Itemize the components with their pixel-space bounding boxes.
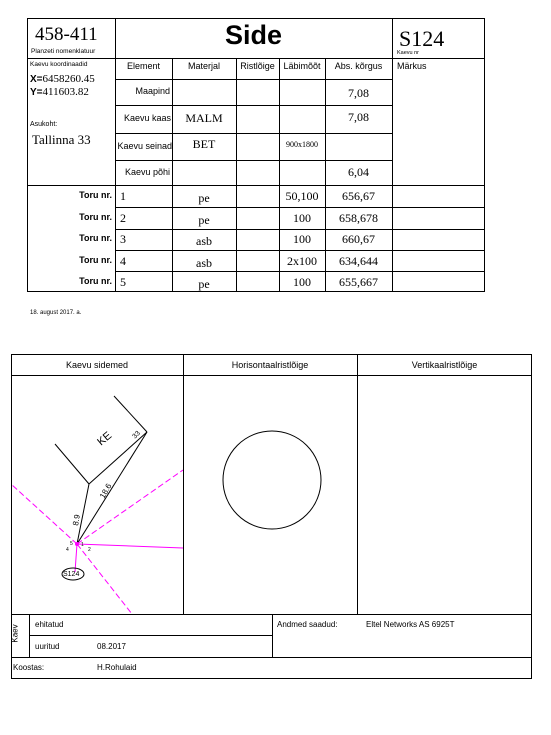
row-element: Kaevu seinad — [117, 141, 172, 151]
pipe-label: Toru nr. — [79, 190, 112, 200]
pipe-height: 655,667 — [339, 275, 378, 289]
pipe-diameter: 50,100 — [285, 189, 319, 203]
footer-compiled-label: Koostas: — [13, 663, 45, 672]
row-material: MALM — [185, 111, 223, 125]
coord-y-value: 411603.82 — [42, 86, 89, 98]
footer-compiled-value: H.Rohulaid — [97, 663, 137, 672]
label-n4: 4 — [66, 547, 69, 553]
row-height: 7,08 — [348, 110, 369, 124]
rule — [115, 18, 116, 292]
rule — [392, 18, 393, 292]
header-height: Abs. kõrgus — [334, 61, 383, 71]
label-33: 33 — [131, 429, 142, 441]
panel-title-right: Vertikaalristlõige — [411, 360, 478, 370]
row-height: 7,08 — [348, 86, 369, 100]
rule — [115, 79, 392, 80]
rule — [115, 250, 485, 251]
coord-y-label: Y= — [30, 87, 43, 98]
panel-title-middle: Horisontaalristlõige — [231, 360, 309, 370]
rule — [27, 58, 485, 59]
label-89: 8.9 — [71, 513, 82, 527]
pipe-material: pe — [198, 191, 210, 205]
row-material: BET — [192, 137, 216, 151]
page-title: Side — [224, 20, 283, 50]
header-diameter: Läbimõõt — [283, 61, 321, 71]
rule — [115, 160, 392, 161]
well-connections-sketch — [11, 376, 183, 614]
pipe-number: 1 — [120, 189, 126, 203]
location-label: Asukoht: — [30, 121, 58, 128]
building-outline — [55, 444, 89, 484]
pipe-line — [77, 544, 183, 548]
row-diameter: 900x1800 — [286, 140, 318, 149]
coord-x — [30, 73, 95, 85]
row-element: Kaevu põhi — [124, 167, 170, 177]
label-186: 18.6 — [97, 482, 114, 500]
pipe-number: 2 — [120, 211, 126, 225]
panel-title-left: Kaevu sidemed — [65, 360, 129, 370]
well-point — [75, 542, 79, 546]
header-notes: Märkus — [397, 61, 427, 71]
pipe-line — [77, 544, 132, 614]
well-number: S124 — [399, 26, 445, 51]
pipe-height: 656,67 — [342, 189, 375, 203]
well-number-label: Kaevu nr — [397, 50, 420, 56]
row-height: 6,04 — [348, 165, 369, 179]
footer-inspected-label: uuritud — [35, 642, 60, 651]
date: 18. august 2017. a. — [30, 310, 82, 316]
rule — [236, 58, 237, 292]
location-value: Tallinna 33 — [32, 132, 91, 147]
rule — [27, 185, 485, 186]
header-element: Element — [126, 61, 161, 71]
coord-x-label: X= — [30, 74, 43, 85]
footer-data-label: Andmed saadud: — [277, 620, 338, 629]
footer-side-label: Kaev — [10, 624, 20, 643]
pipe-height: 634,644 — [339, 254, 378, 268]
rule — [11, 657, 532, 658]
pipe-material: asb — [196, 256, 212, 270]
well-cross-section — [223, 431, 321, 529]
footer-built-label: ehitatud — [35, 620, 64, 629]
label-n2: 2 — [88, 547, 91, 553]
coord-y — [30, 86, 89, 98]
coords-label: Kaevu koordinaadid — [30, 61, 88, 68]
nomenclature-label: Planzeti nomenklatuur — [31, 48, 96, 55]
pipe-number: 4 — [120, 254, 126, 268]
rule — [115, 271, 485, 272]
label-ke: KE — [95, 429, 115, 449]
rule — [115, 105, 392, 106]
pipe-label: Toru nr. — [79, 255, 112, 265]
rule — [115, 207, 485, 208]
rule — [357, 354, 358, 614]
pipe-label: Toru nr. — [79, 233, 112, 243]
rule — [29, 635, 272, 636]
pipe-label: Toru nr. — [79, 212, 112, 222]
rule — [29, 614, 30, 657]
coord-x-value: 6458260.45 — [42, 73, 95, 85]
pipe-height: 658,678 — [339, 211, 378, 225]
label-well: S124 — [63, 571, 80, 578]
row-element: Kaevu kaas — [123, 113, 171, 123]
row-element: Maapind — [135, 86, 170, 96]
footer-inspected-value: 08.2017 — [97, 642, 126, 651]
pipe-number: 5 — [120, 275, 126, 289]
header-material: Materjal — [187, 61, 220, 71]
pipe-material: pe — [198, 213, 210, 227]
footer-data-value: Eltel Networks AS 6925T — [366, 620, 455, 629]
pipe-height: 660,67 — [342, 232, 375, 246]
label-n5: 5 — [70, 541, 73, 547]
pipe-material: asb — [196, 234, 212, 248]
pipe-line — [11, 484, 77, 544]
pipe-diameter: 2x100 — [287, 254, 317, 268]
pipe-material: pe — [198, 277, 210, 291]
pipe-diameter: 100 — [293, 232, 311, 246]
pipe-diameter: 100 — [293, 275, 311, 289]
horizontal-section-drawing — [183, 376, 357, 614]
building-outline — [114, 396, 147, 432]
pipe-label: Toru nr. — [79, 276, 112, 286]
nomenclature: 458-411 — [35, 24, 98, 45]
header-section: Ristlõige — [240, 61, 275, 71]
rule — [272, 614, 273, 657]
rule — [115, 133, 392, 134]
pipe-number: 3 — [120, 232, 126, 246]
rule — [115, 229, 485, 230]
pipe-diameter: 100 — [293, 211, 311, 225]
label-n1: 1 — [81, 542, 84, 548]
